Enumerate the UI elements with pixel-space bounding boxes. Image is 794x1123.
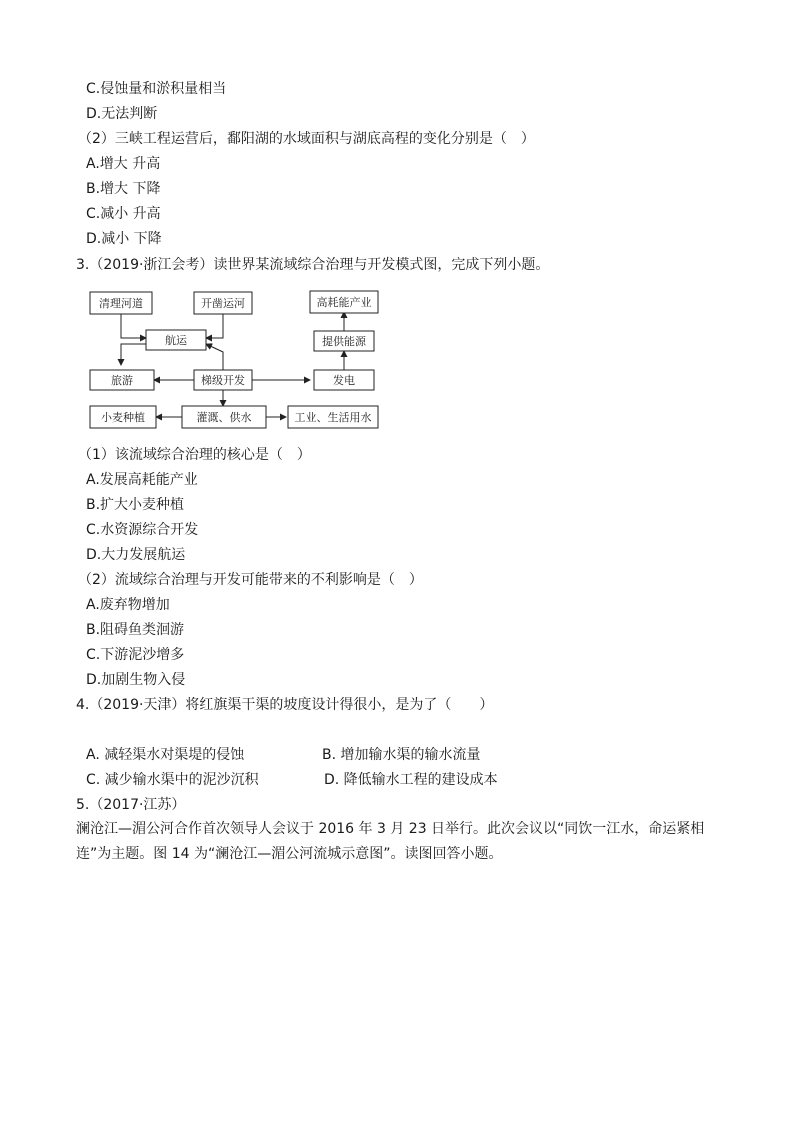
label-xiaomai: 小麦种植 xyxy=(101,411,145,424)
option-c: C. 减少输水渠中的泥沙沉积 xyxy=(86,772,259,788)
question-5-passage: 澜沧江—湄公河合作首次领导人会议于 2016 年 3 月 23 日举行。此次会议以“同饮一江水，命运紧相连”为主题。图 14 为“澜沧江—湄公河流城示意图”。读图回答小题。 xyxy=(76,821,705,862)
question-stem: （2）流域综合治理与开发可能带来的不利影响是（ ） xyxy=(78,572,423,588)
option-d: D.无法判断 xyxy=(86,106,158,122)
option-d: D.大力发展航运 xyxy=(86,547,186,563)
label-tigong: 提供能源 xyxy=(322,335,366,348)
label-tiji: 梯级开发 xyxy=(201,374,245,387)
watershed-flow-diagram xyxy=(86,286,382,434)
option-c: C.侵蚀量和淤积量相当 xyxy=(86,81,227,97)
question-5-stem: 5.（2017·江苏） xyxy=(76,797,186,813)
option-c: C.下游泥沙增多 xyxy=(86,647,185,663)
option-d: D.加剧生物入侵 xyxy=(86,672,186,688)
label-fadian: 发电 xyxy=(333,374,355,387)
question-stem: （1）该流域综合治理的核心是（ ） xyxy=(78,447,311,463)
label-gongye: 工业、生活用水 xyxy=(294,411,372,424)
label-gaohao: 高耗能产业 xyxy=(316,296,372,309)
option-c: C.水资源综合开发 xyxy=(86,522,199,538)
option-a: A.增大 升高 xyxy=(86,156,161,172)
option-b: B.扩大小麦种植 xyxy=(86,497,185,513)
option-a: A.发展高耗能产业 xyxy=(86,472,198,488)
question-stem: （2）三峡工程运营后，鄱阳湖的水域面积与湖底高程的变化分别是（ ） xyxy=(78,131,535,147)
option-c: C.减小 升高 xyxy=(86,206,161,222)
label-hangyun: 航运 xyxy=(165,334,187,347)
label-kaizao: 开凿运河 xyxy=(201,297,245,310)
label-qingli: 清理河道 xyxy=(99,297,143,310)
label-lvyou: 旅游 xyxy=(111,374,133,387)
option-b: B.增大 下降 xyxy=(86,181,161,197)
label-guangai: 灌溉、供水 xyxy=(196,411,252,424)
question-3-stem: 3.（2019·浙江会考）读世界某流域综合治理与开发模式图，完成下列小题。 xyxy=(76,257,550,273)
question-4-stem: 4.（2019·天津）将红旗渠干渠的坡度设计得很小，是为了（ ） xyxy=(76,697,494,713)
option-b: B. 增加输水渠的输水流量 xyxy=(322,747,481,763)
option-a: A. 减轻渠水对渠堤的侵蚀 xyxy=(86,747,245,763)
option-a: A.废弃物增加 xyxy=(86,597,170,613)
option-d: D.减小 下降 xyxy=(86,231,162,247)
option-b: B.阻碍鱼类洄游 xyxy=(86,622,185,638)
option-d: D. 降低输水工程的建设成本 xyxy=(324,772,498,788)
